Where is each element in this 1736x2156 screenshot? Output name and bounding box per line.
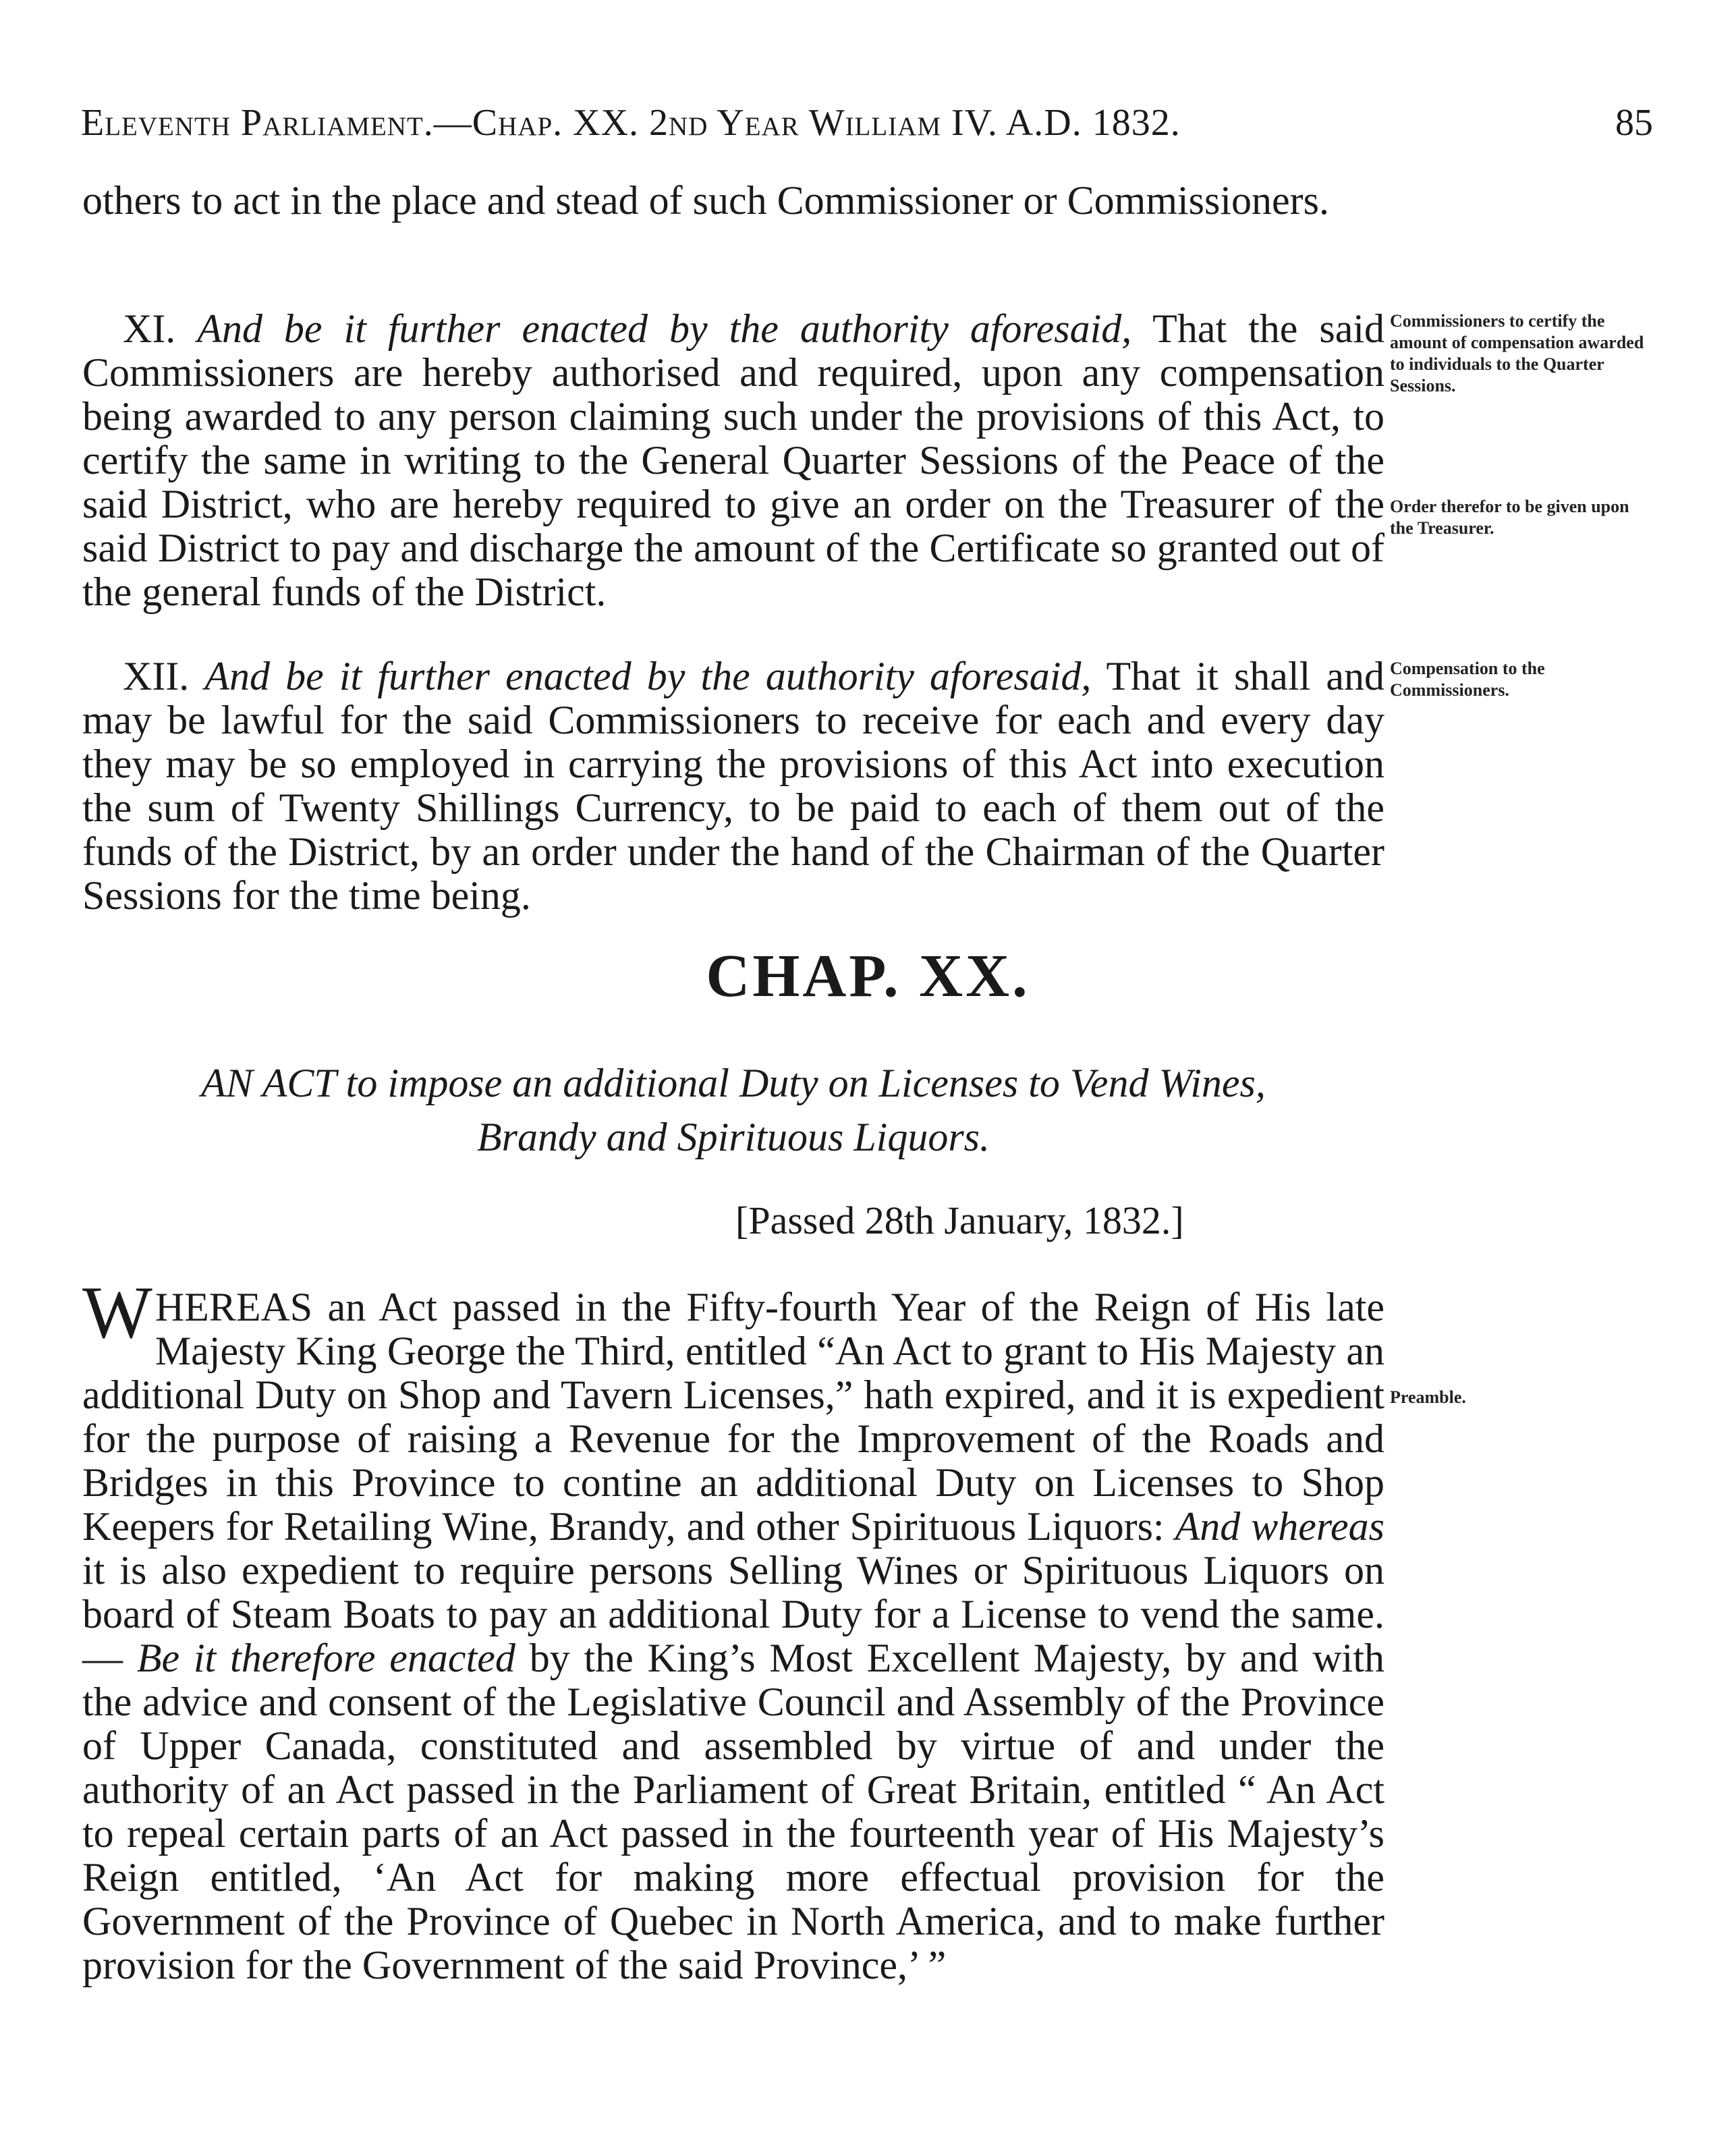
section-xii-number: XII. <box>123 654 190 698</box>
running-head-title: Eleventh Parliament.—Chap. XX. 2nd Year William IV. A.D. 1832. <box>81 102 1181 144</box>
preamble-text-a: HEREAS an Act passed in the Fifty-fourth Year of the Reign of His late Majesty King George the Third, entitled “An Act to grant to His Majesty an additional Duty on Shop and Tavern Licenses,” hath expired, and it is expedient for the purpose of raising a Revenue for the Improvement of the Roads and Bridges in this Province to contine an additional Duty on Licenses to Shop Keepers for Retailing Wine, Brandy, and other Spirituous Liquors: <box>82 1285 1384 1549</box>
act-title <box>82 1056 1384 1164</box>
page-number: 85 <box>1615 102 1653 144</box>
section-x-end <box>82 179 1384 223</box>
chapter-title: CHAP. XX. <box>706 943 1030 1010</box>
section-xi-enacting: And be it further enacted by the authority aforesaid, <box>197 306 1132 351</box>
preamble-text-b: it is also expedient to require persons Selling Wines or Spirituous Liquors on board of Steam Boats to pay an additional Duty for a License to vend the same.— <box>82 1548 1384 1680</box>
preamble-paragraph <box>82 1271 1385 1987</box>
preamble-whereas: And whereas <box>1175 1504 1384 1549</box>
preamble-text-c: by the King’s Most Excellent Majesty, by and with the advice and consent of the Legislative Council and Assembly of the Province of Upper Canada, constituted and assembled by virtue of and under the authority of an Act passed in the Parliament of Great Britain, entitled “ An Act to repeal certain parts of an Act passed in the fourteenth year of His Majesty’s Reign entitled, ‘An Act for making more effectual provision for the Government of the Province of Quebec in North America, and to make further provision for the Government of the said Province,’ ” <box>82 1636 1385 1987</box>
section-xii-paragraph <box>82 655 1384 918</box>
running-head <box>81 101 1653 155</box>
section-xii-text: That it shall and may be lawful for the said Commissioners to receive for each and every day they may be so employed in carrying the provisions of this Act into execution the sum of Twenty Shillings Currency, to be paid to each of them out of the funds of the District, by an order under the hand of the Chairman of the Quarter Sessions for the time being. <box>82 654 1385 918</box>
section-xi <box>82 307 1384 614</box>
section-xii-enacting: And be it further enacted by the authority aforesaid, <box>204 654 1092 698</box>
act-title-line2: Brandy and Spirituous Liquors. <box>476 1115 990 1159</box>
margin-note-order: Order therefor to be given upon the Treasurer. <box>1390 497 1629 538</box>
section-xi-paragraph <box>82 307 1384 614</box>
section-xi-number: XI. <box>123 306 176 351</box>
preamble <box>82 1271 1385 1987</box>
section-x-end-text: others to act in the place and stead of such Commissioner or Commissioners. <box>82 178 1329 223</box>
section-xi-text: That the said Commissioners are hereby authorised and required, upon any compensation being awarded to any person claiming such under the provisions of this Act, to certify the same in writing to the General Quarter Sessions of the Peace of the said District, who are hereby required to give an order on the Treasurer of the said District to pay and discharge the amount of the Certificate so granted out of the general funds of the District. <box>82 306 1385 614</box>
passed-date: [Passed 28th January, 1832.] <box>735 1198 1184 1242</box>
margin-note-compensation: Compensation to the Commissioners. <box>1390 659 1545 700</box>
preamble-enacted: Be it therefore enacted <box>136 1636 515 1680</box>
margin-note-certify: Commissioners to certify the amount of compensation awarded to individuals to the Quarter Sessions. <box>1390 311 1644 395</box>
margin-note-preamble: Preamble. <box>1390 1387 1466 1407</box>
preamble-dropcap: W <box>82 1271 152 1354</box>
section-xii <box>82 655 1384 918</box>
act-title-line1: AN ACT to impose an additional Duty on Licenses to Vend Wines, <box>201 1061 1266 1105</box>
